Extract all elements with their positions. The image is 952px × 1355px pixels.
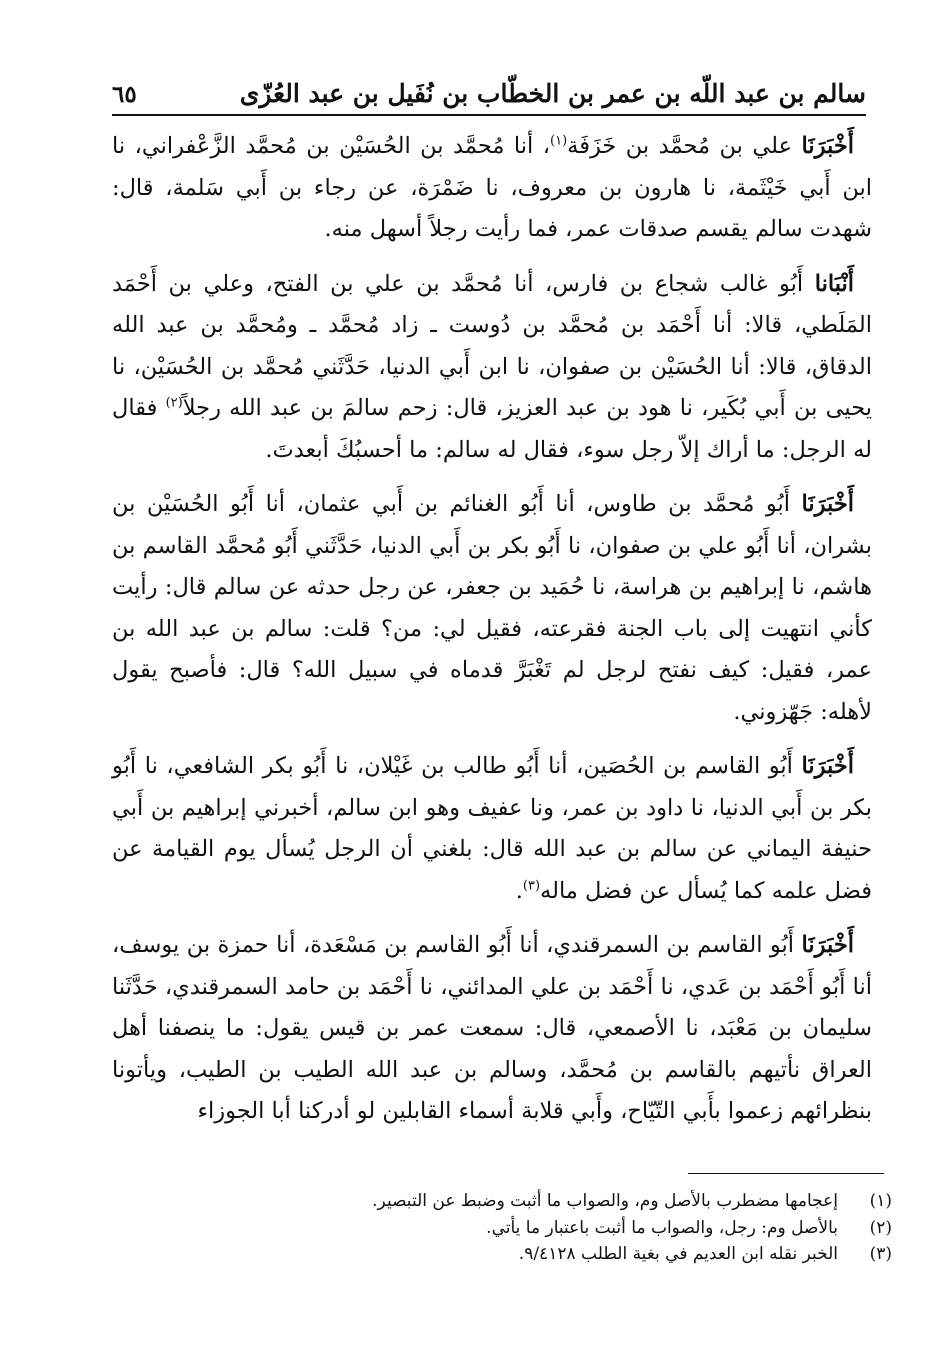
paragraph-lead: أَخْبَرَنَا (801, 491, 854, 517)
footnote-1 (112, 1188, 892, 1215)
paragraph-text-continued: فقال له الرجل: ما أراك إلاّ رجل سوء، فقال له سالم: ما أحسبُكَ أبعدتَ. (112, 395, 872, 463)
footnote-text: إعجامها مضطرب بالأصل وم، والصواب ما أثبت وضبط عن التبصير. (372, 1191, 838, 1211)
footnotes (112, 1188, 892, 1268)
paragraph-text: أَبُو القاسم بن السمرقندي، أنا أَبُو القاسم بن مَسْعَدة، أنا حمزة بن يوسف، أنا أَبُو أَحْمَد بن عَدي، نا أَحْمَد بن علي المدائني، نا أَحْمَد بن حامد السمرقندي، حَدَّثَنا سليمان بن مَعْبَد، نا الأصمعي، قال: سمعت عمر بن قيس يقول: ما ينصفنا أهل العراق نأتيهم بالقاسم بن مُحمَّد، وسالم بن عبد الله الطيب بن الطيب، ويأتونا بنظرائهم زعموا بأَبي التّيّاح، وأَبي قلابة أسماء القابلين لو أدركنا أبا الجوزاء (112, 932, 872, 1124)
page-header (112, 72, 866, 116)
footnote-number: (٣) (869, 1244, 892, 1264)
footnote-3 (112, 1241, 892, 1268)
main-text (112, 126, 872, 1146)
footnote-marker: (١) (550, 133, 568, 149)
footnote-text: الخبر نقله ابن العديم في بغية الطلب ٩/٤١٢٨. (518, 1244, 838, 1264)
paragraph-text-continued: . (515, 877, 523, 904)
paragraph-2 (112, 264, 872, 472)
paragraph-text: أَبُو غالب شجاع بن فارس، أنا مُحمَّد بن علي بن الفتح، وعلي بن أَحْمَد المَلَطي، قالا: أنا أَحْمَد بن مُحمَّد بن دُوست ـ زاد مُحمَّد ـ ومُحمَّد بن عبد الله الدقاق، قالا: أنا الحُسَيْن بن صفوان، نا ابن أَبي الدنيا، حَدَّثَني مُحمَّد بن الحُسَيْن، نا يحيى بن أَبي بُكَير، نا هود بن عبد العزيز، قال: زحم سالمَ بن عبد الله رجلاً (112, 270, 872, 421)
paragraph-text-continued: ، أنا مُحمَّد بن الحُسَيْن بن مُحمَّد الزَّعْفراني، نا ابن أَبي خَيْثَمة، نا هارون بن معروف، نا ضَمْرَة، عن رجاء بن أَبي سَلمة، قال: شهدت سالم يقسم صدقات عمر، فما رأيت رجلاً أسهل منه. (112, 133, 872, 242)
paragraph-5 (112, 925, 872, 1133)
paragraph-3 (112, 484, 872, 733)
footnote-marker: (٣) (522, 878, 541, 893)
paragraph-lead: أَخْبَرَنَا (801, 753, 854, 779)
paragraph-lead: أَنْبَانا (814, 270, 854, 297)
footnote-separator (688, 1173, 884, 1174)
paragraph-lead: أَخْبَرَنَا (801, 133, 854, 159)
paragraph-lead: أَخْبَرَنَا (801, 932, 854, 958)
page-number: ٦٥ (112, 81, 137, 108)
running-title: سالم بن عبد اللّه بن عمر بن الخطّاب بن نُفَيل بن عبد العُزّى (239, 79, 866, 108)
footnote-number: (٢) (869, 1217, 892, 1238)
footnote-2 (112, 1215, 892, 1242)
footnote-text: بالأصل وم: رجل، والصواب ما أثبت باعتبار ما يأتي. (486, 1217, 838, 1238)
paragraph-text: أَبُو القاسم بن الحُصَين، أنا أَبُو طالب بن غَيْلان، نا أَبُو بكر الشافعي، نا أَبُو بكر بن أَبي الدنيا، نا داود بن عمر، ونا عفيف وهو ابن سالم، أخبرني إبراهيم بن أَبي حنيفة اليماني عن سالم بن عبد الله قال: بلغني أن الرجل يُسأل يوم القيامة عن فضل علمه كما يُسأل عن فضل ماله (112, 753, 872, 904)
paragraph-text: أَبُو مُحمَّد بن طاوس، أنا أَبُو الغنائم بن أَبي عثمان، أنا أَبُو الحُسَيْن بن بشران، أنا أَبُو علي بن صفوان، نا أَبُو بكر بن أَبي الدنيا، حَدَّثَني أَبُو مُحمَّد القاسم بن هاشم، نا إبراهيم بن هراسة، نا حُمَيد بن جعفر، عن رجل حدثه عن سالم قال: رأيت كأني انتهيت إلى باب الجنة فقرعته، فقيل لي: من؟ قلت: سالم بن عبد الله بن عمر، فقيل: كيف نفتح لرجل لم تَغْبَرَّ قدماه في سبيل الله؟ قال: فأصبح يقول لأهله: جَهّزوني. (112, 491, 872, 725)
paragraph-1 (112, 126, 872, 251)
paragraph-text: علي بن مُحمَّد بن خَزَفَة (567, 133, 802, 159)
paragraph-4 (112, 746, 872, 912)
footnote-marker: (٢) (165, 395, 183, 411)
footnote-number: (١) (869, 1191, 892, 1211)
